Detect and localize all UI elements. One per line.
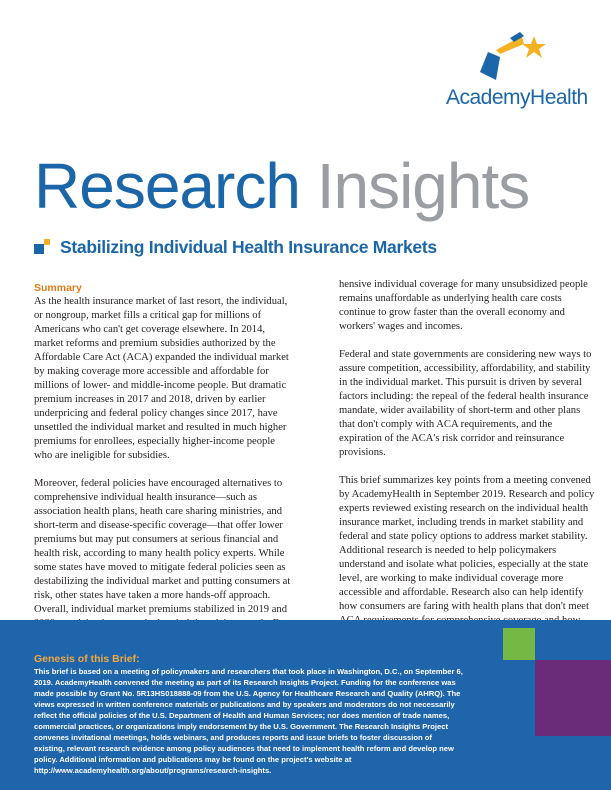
- academyhealth-logo-icon: [470, 24, 590, 84]
- right-paragraph-3: This brief summarizes key points from a meeting convened by AcademyHealth in September 2019. Research and policy experts reviewed existing research on the individual health insurance market, including trends in market stability and federal and state policy options to address market stability. Additional research is needed to help policymakers understand and isolate what policies, especially at the state level, are working to make individual coverage more accessible and affordable. Research also can help identify how consumers are faring with health plans that don't meet: [339, 475, 595, 612]
- left-paragraph-2: Moreover, federal policies have encouraged alternatives to comprehensive individual health insurance—such as association health plans, heath care sharing ministries, and short-term and disease-specific coverage—that offer lower premiums but may put consumers at serious financial and health risk, according to many health policy experts. While some states have moved to mitigate federal policies seen as destabilizing the individual market and putting consumers at risk, other states have taken a more hands-off approach. Overall, individual market premiums stabilized in 2019 and: [34, 478, 291, 615]
- left-paragraph-1: As the health insurance market of last resort, the individual, or nongroup, market fills a critical gap for millions of Americans who can't get coverage elsewhere. In 2014, market reforms and premium subsidies authorized by the Affordable Care Act (ACA) expanded the individual market by making coverage more accessible and affordable for millions of lower- and middle-income people. But dramatic premium increases in 2017 and 2018, driven by earlier underpricing and federal policy changes since 2017, have unsettled the individual market and resulted in much higher premiums for enrollees, especially higher-income people who are ineligible for subsidies.: [34, 296, 289, 461]
- logo-star: [522, 36, 546, 58]
- subtitle-bullet-icon: [34, 239, 52, 255]
- title-insights: Insights: [316, 150, 530, 222]
- logo-gold-swoosh: [496, 36, 524, 54]
- title-research: Research: [34, 150, 300, 222]
- page-title: [34, 150, 529, 222]
- right-paragraph-2: Federal and state governments are considering new ways to assure competition, accessibility, affordability, and stability in the individual market. This pursuit is driven by several factors including: the repeal of the federal health insurance mandate, wider availability of short-term and other plans that don't comply with ACA requirements, and the expiration of the ACA's risk corridor and reinsurance provisions.: [339, 349, 592, 458]
- subtitle: Stabilizing Individual Health Insurance Markets: [60, 236, 437, 257]
- logo-blue-shape: [480, 52, 500, 80]
- decorative-green-square: [503, 628, 535, 660]
- right-paragraph-1: hensive individual coverage for many unsubsidized people remains unaffordable as underlying health care costs continue to grow faster than the overall economy and workers' wages and incomes.: [339, 279, 588, 332]
- subtitle-row: [34, 236, 437, 258]
- logo-wordmark: AcademyHealth: [446, 86, 588, 109]
- footer-text-block: [34, 654, 464, 776]
- left-column: [34, 281, 292, 659]
- decorative-purple-square: [535, 660, 611, 736]
- right-column: [339, 278, 597, 656]
- summary-heading: Summary: [34, 282, 82, 294]
- footer-body: This brief is based on a meeting of policymakers and researchers that took place in Washington, D.C., on September 6, 2019. AcademyHealth convened the meeting as part of its Research Insights Project. Funding for the conference was made possible by Grant No. 5R13HS018888-09 from the U.S. Agency for Healthcare Research and Quality (AHRQ). The views expressed in written conference materials or publications and by speakers and moderators do not necessarily reflect the official policies of the U.S. Department of Health and Human Services; nor does mention of trade names, commercial practices, or organizations imply endorsement by the U.S. Government. The Research Insights Project convenes invitational meetings, holds webinars, and produces reports and issue briefs to foster discussion of existing, relevant research evidence among policy audiences that need to implement health reform and develop new policy. Additional information and publications may be found on the project's website at http://www.academyhealth.org/about/programs/research-insights.: [34, 667, 463, 775]
- footer-heading: Genesis of this Brief:: [34, 653, 140, 665]
